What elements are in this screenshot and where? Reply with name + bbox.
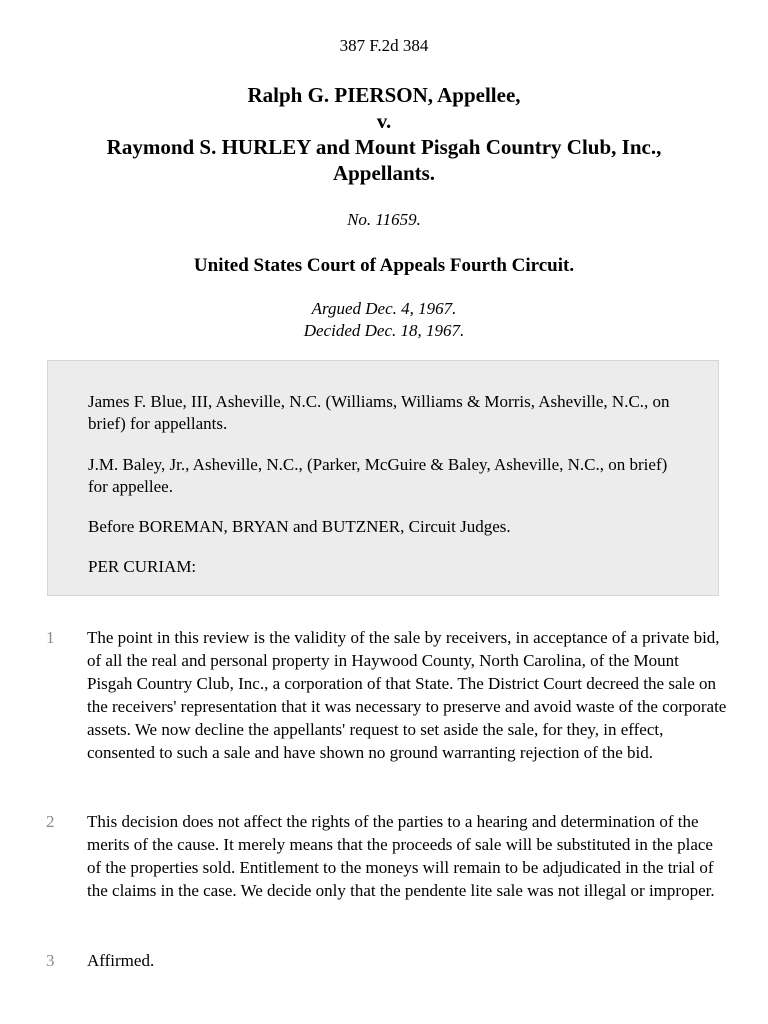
- counsel-appellee: J.M. Baley, Jr., Asheville, N.C., (Parker, McGuire & Baley, Asheville, N.C., on brief) for appellee.: [88, 455, 668, 496]
- court-name: United States Court of Appeals Fourth Circuit.: [193, 255, 575, 276]
- counsel-box: [47, 360, 719, 596]
- paragraph-text: The point in this review is the validity of the sale by receivers, in acceptance of a private bid, of all the real and personal property in Haywood County, North Carolina, of the Mount Pisgah Country Club, Inc., a corporation of that State. The District Court decreed the sale on the receivers' representation that it was necessary to preserve and avoid waste of the corporate assets. We now decline the appellants' request to set aside the sale, for they, in effect, consented to such a sale and have shown no ground warranting rejection of the bid.: [87, 628, 727, 762]
- counsel-appellants: James F. Blue, III, Asheville, N.C. (Williams, Williams & Morris, Asheville, N.C., on brief) for appellants.: [88, 392, 670, 433]
- case-citation: 387 F.2d 384: [339, 36, 429, 55]
- paragraph-text: This decision does not affect the rights of the parties to a hearing and determination of the merits of the cause. It merely means that the proceeds of sale will be substituted in the place of the properties sold. Entitlement to the moneys will remain to be adjudicated in the trial of the claims in the case. We decide only that the pendente lite sale was not illegal or improper.: [87, 812, 715, 900]
- paragraph-number: 1: [46, 628, 55, 647]
- decided-date: Decided Dec. 18, 1967.: [303, 321, 465, 340]
- appellee-name: Ralph G. PIERSON, Appellee,: [247, 83, 521, 107]
- versus-label: v.: [376, 109, 392, 133]
- panel-judges: Before BOREMAN, BRYAN and BUTZNER, Circuit Judges.: [88, 517, 511, 536]
- per-curiam-label: PER CURIAM:: [88, 557, 197, 576]
- case-caption: [20, 82, 748, 186]
- paragraph-text: Affirmed.: [87, 951, 155, 970]
- argued-date: Argued Dec. 4, 1967.: [311, 299, 457, 318]
- appellants-label: Appellants.: [332, 161, 436, 185]
- paragraph-number: 3: [46, 951, 55, 970]
- case-dates: [0, 298, 768, 342]
- appellants-name: Raymond S. HURLEY and Mount Pisgah Country Club, Inc.,: [106, 135, 662, 159]
- docket-number: No. 11659.: [347, 210, 421, 229]
- paragraph-number: 2: [46, 812, 55, 831]
